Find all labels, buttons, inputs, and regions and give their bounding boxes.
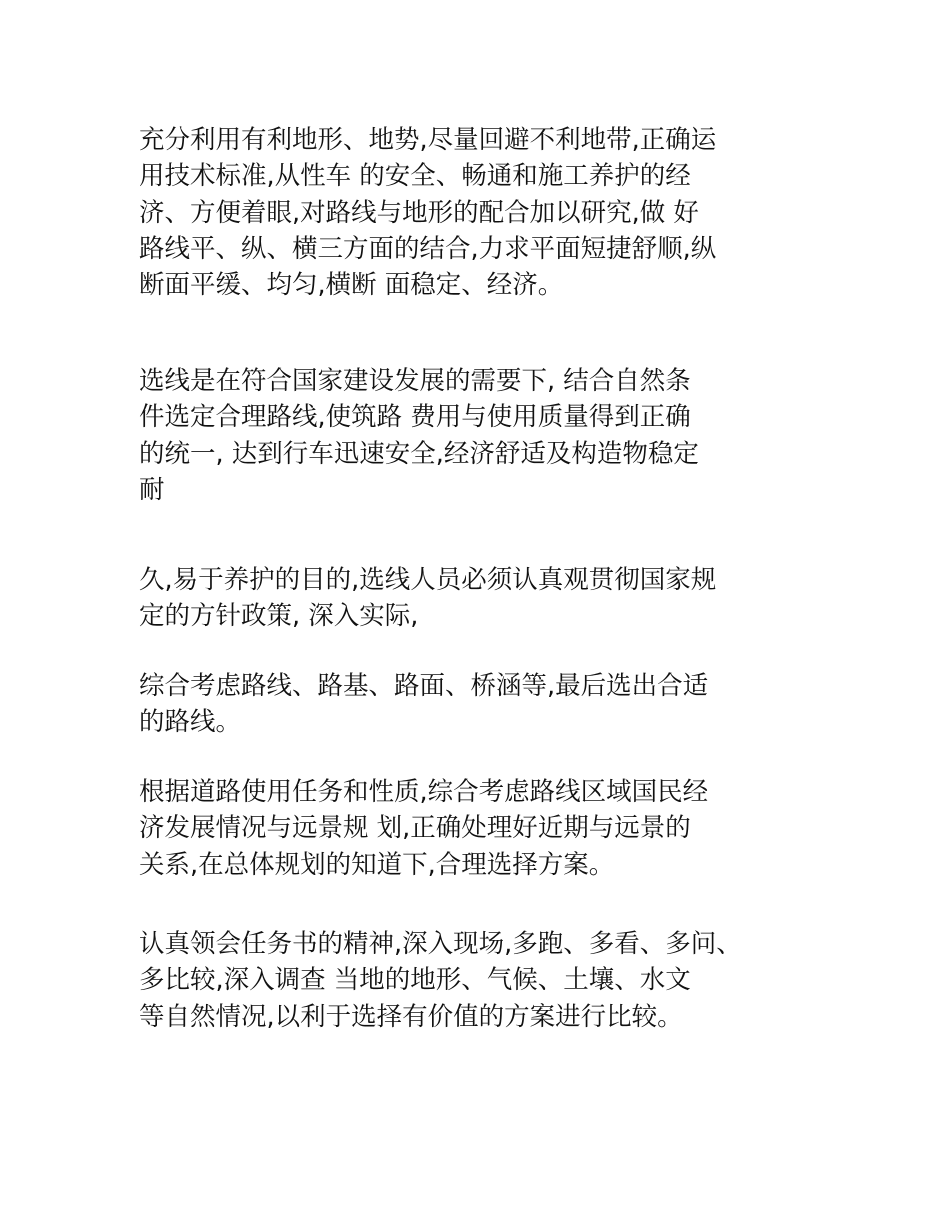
text-line: 多比较,深入调查 当地的地形、气候、土壤、水文: [139, 965, 691, 996]
paragraph-comprehensive-consideration: [139, 668, 708, 741]
text-line: 关系,在总体规划的知道下,合理选择方案。: [139, 849, 615, 880]
paragraph-field-investigation: [139, 926, 742, 1035]
text-line: 充分利用有利地形、地势,尽量回避不利地带,正确运: [139, 125, 717, 155]
text-line: 的路线。: [139, 707, 242, 738]
text-line: 济、方便着眼,对路线与地形的配合加以研究,做 好: [139, 197, 699, 228]
text-line: 选线是在符合国家建设发展的需要下, 结合自然条: [139, 366, 691, 396]
paragraph-planning: [139, 774, 708, 883]
text-line: 路线平、纵、横三方面的结合,力求平面短捷舒顺,纵: [139, 233, 717, 264]
paragraph-route-principles: [139, 122, 716, 303]
text-line: 等自然情况,以利于选择有价值的方案进行比较。: [139, 1001, 683, 1032]
text-line: 的统一, 达到行车迅速安全,经济舒适及构造物稳定: [139, 438, 699, 469]
text-line: 耐: [139, 474, 165, 505]
text-line: 定的方针政策, 深入实际,: [139, 601, 419, 632]
text-line: 断面平缓、均匀,横断 面稳定、经济。: [139, 270, 564, 301]
text-line: 济发展情况与远景规 划,正确处理好近期与远景的: [139, 813, 691, 844]
paragraph-durability-policy: [139, 562, 716, 635]
text-line: 综合考虑路线、路基、路面、桥涵等,最后选出合适: [139, 671, 709, 701]
text-line: 认真领会任务书的精神,深入现场,多跑、多看、多问、: [139, 929, 742, 959]
text-line: 久,易于养护的目的,选线人员必须认真观贯彻国家规: [139, 565, 717, 595]
paragraph-route-selection: [139, 363, 699, 508]
text-line: 用技术标准,从性车 的安全、畅通和施工养护的经: [139, 161, 691, 192]
text-line: 根据道路使用任务和性质,综合考虑路线区域国民经: [139, 777, 709, 807]
text-line: 件选定合理路线,使筑路 费用与使用质量得到正确: [139, 402, 691, 433]
